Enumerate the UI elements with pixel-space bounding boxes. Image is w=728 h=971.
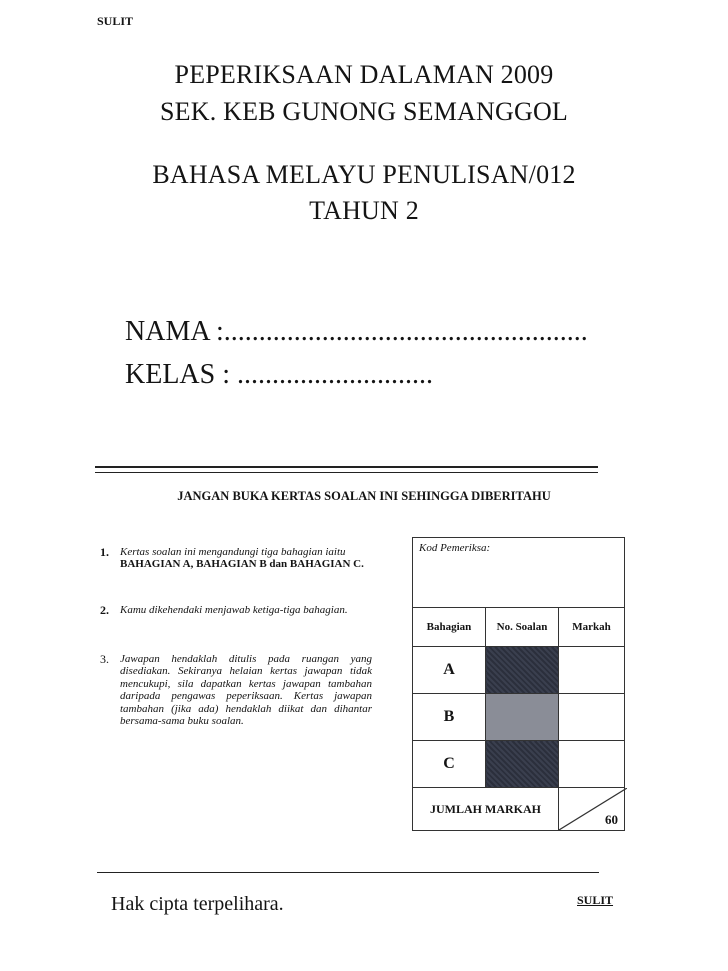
question-number-a-redacted xyxy=(486,647,559,694)
total-max: 60 xyxy=(605,812,618,827)
header-no-soalan: No. Soalan xyxy=(486,608,559,647)
instruction-3-text: Jawapan hendaklah ditulis pada ruangan yang disediakan. Sekiranya helaian kertas jawapan tidak mencukupi, sila dapatkan kertas jawapan tambahan daripada pengawas peperiksaan. Kertas jawapan tambahan (jika ada) hendaklah diikat dan dihantar bersama-sama buku soalan. xyxy=(120,653,372,728)
question-number-c-redacted xyxy=(486,741,559,788)
subject-title: BAHASA MELAYU PENULISAN/012 xyxy=(152,160,576,189)
divider-bottom xyxy=(97,872,599,873)
instruction-2-number: 2. xyxy=(100,603,109,617)
instruction-1-text: Kertas soalan ini mengandungi tiga bahagian iaitu xyxy=(120,546,346,558)
section-a: A xyxy=(413,647,486,694)
kelas-label: KELAS : xyxy=(125,359,230,390)
school-name: SEK. KEB GUNONG SEMANGGOL xyxy=(160,97,568,126)
instruction-1 xyxy=(120,546,372,571)
marks-table xyxy=(412,537,625,831)
mark-cell-c xyxy=(559,741,625,788)
classification-bottom: SULIT xyxy=(577,893,614,907)
kelas-line: ............................ xyxy=(237,359,433,390)
kelas-field xyxy=(125,359,433,391)
instruction-heading: JANGAN BUKA KERTAS SOALAN INI SEHINGGA DIBERITAHU xyxy=(177,489,551,503)
nama-field xyxy=(125,316,588,348)
instruction-2-text: Kamu dikehendaki menjawab ketiga-tiga bahagian. xyxy=(120,604,348,616)
mark-cell-b xyxy=(559,694,625,741)
copyright-notice: Hak cipta terpelihara. xyxy=(111,893,284,915)
classification-top: SULIT xyxy=(97,14,134,28)
question-number-b-redacted xyxy=(486,694,559,741)
instruction-1-sections: BAHAGIAN A, BAHAGIAN B dan BAHAGIAN C. xyxy=(120,558,364,571)
nama-line: .................................................... xyxy=(223,316,588,347)
nama-label: NAMA : xyxy=(125,316,224,347)
header-markah: Markah xyxy=(559,608,625,647)
total-cell xyxy=(559,788,625,831)
divider-top xyxy=(95,466,598,468)
exam-title: PEPERIKSAAN DALAMAN 2009 xyxy=(174,60,554,89)
year-title: TAHUN 2 xyxy=(309,196,419,225)
section-c: C xyxy=(413,741,486,788)
divider-top-thin xyxy=(95,472,598,473)
mark-cell-a xyxy=(559,647,625,694)
header-bahagian: Bahagian xyxy=(413,608,486,647)
section-b: B xyxy=(413,694,486,741)
total-label: JUMLAH MARKAH xyxy=(413,788,559,831)
kod-pemeriksa-cell: Kod Pemeriksa: xyxy=(413,538,625,608)
instruction-1-number: 1. xyxy=(100,545,109,559)
instruction-3-number: 3. xyxy=(100,652,109,666)
